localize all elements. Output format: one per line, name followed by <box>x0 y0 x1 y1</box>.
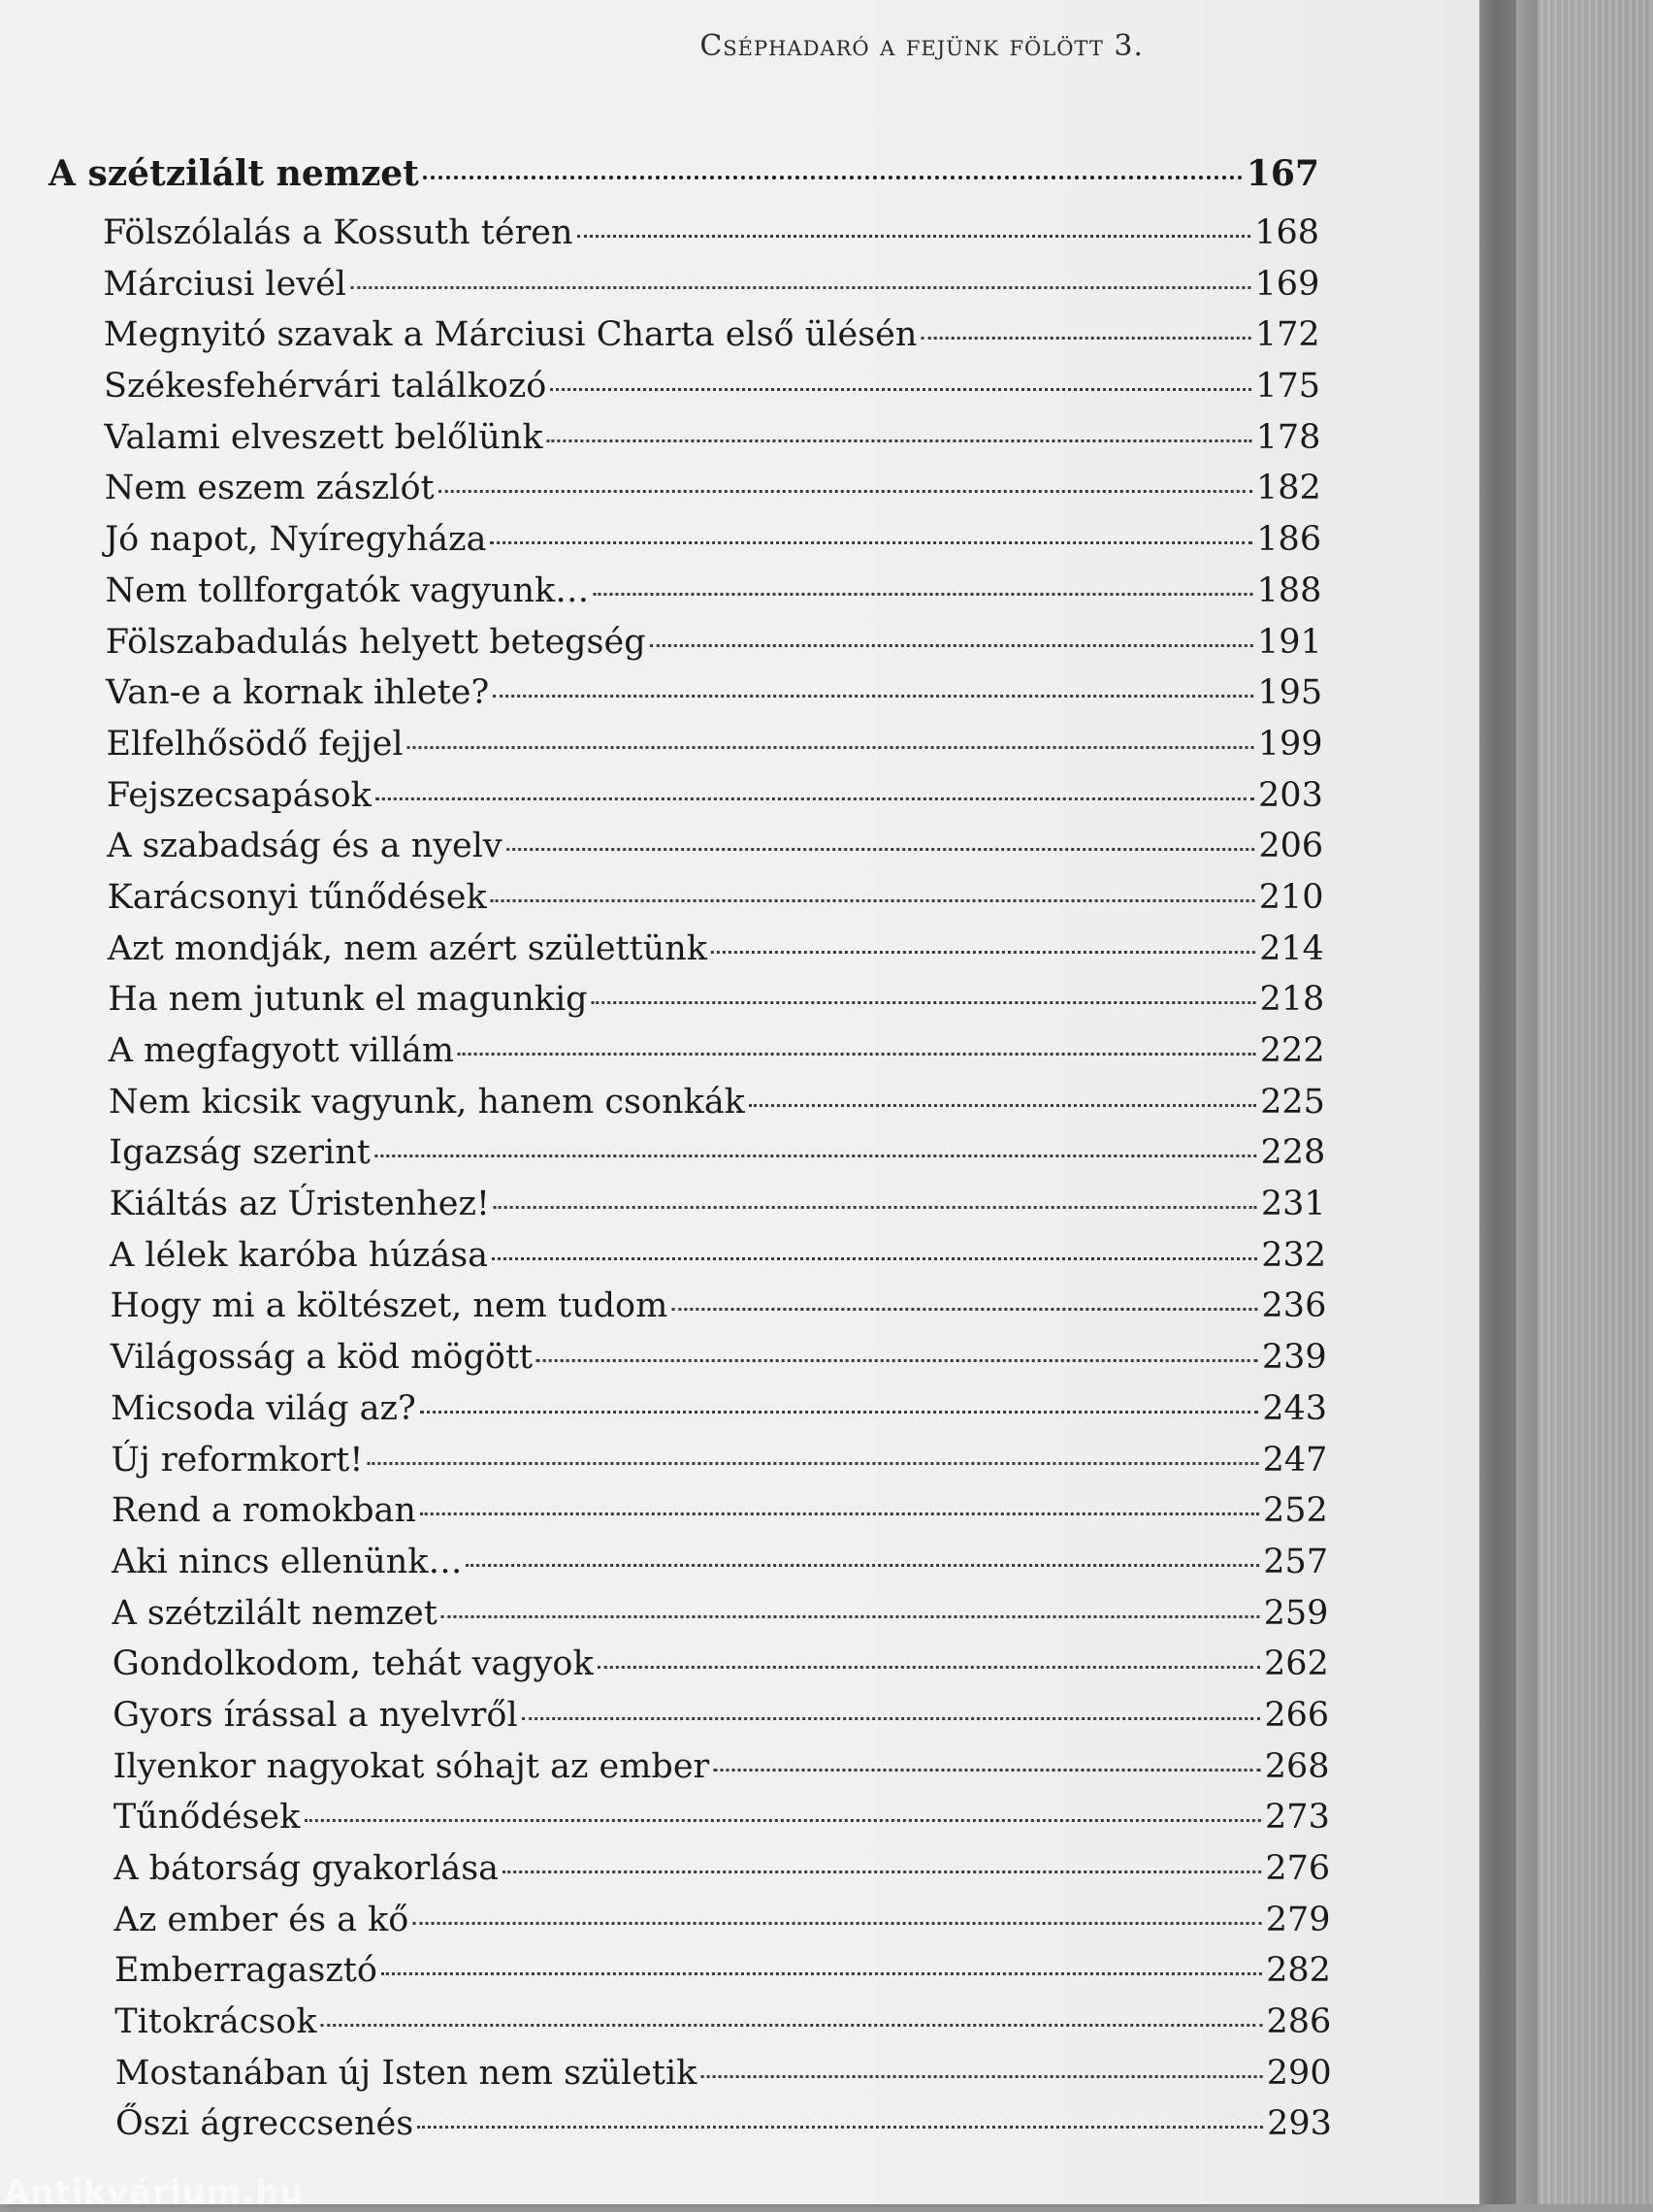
page-edge <box>1479 0 1516 2204</box>
toc-entry-page: 273 <box>1265 1798 1330 1838</box>
toc-entry <box>56 1389 1327 1441</box>
toc-entry-title: A bátorság gyakorlása <box>113 1849 500 1888</box>
dot-leader <box>407 746 1254 749</box>
toc-entry-page: 259 <box>1263 1593 1329 1633</box>
toc-entry-page: 236 <box>1261 1286 1327 1326</box>
toc-entry-title: Őszi ágreccsenés <box>114 2104 414 2144</box>
toc-entry-title: Mostanában új Isten nem születik <box>114 2053 697 2093</box>
toc-entry-title: Márciusi levél <box>103 264 346 304</box>
dot-leader <box>491 899 1255 902</box>
toc-entry-title: Nem tollforgatók vagyunk… <box>105 570 590 610</box>
toc-entry-title: Igazság szerint <box>109 1133 371 1173</box>
toc-entry-title: Fölszólalás a Kossuth téren <box>103 213 573 252</box>
book-cover-edge <box>1516 0 1538 2204</box>
toc-entry-title: Jó napot, Nyíregyháza <box>105 520 487 560</box>
toc-item-list <box>49 213 1332 2156</box>
toc-entry-title: Ha nem jutunk el magunkig <box>108 980 588 1020</box>
toc-entry-title: Hogy mi a költészet, nem tudom <box>110 1286 668 1326</box>
dot-leader <box>713 1769 1260 1772</box>
toc-section-title: A szétzilált nemzet <box>49 153 419 194</box>
toc-entry-page: 210 <box>1258 877 1324 917</box>
toc-entry-title: Kiáltás az Úristenhez! <box>109 1185 490 1224</box>
toc-entry <box>53 929 1324 981</box>
toc-entry <box>53 878 1324 929</box>
dot-leader <box>490 541 1252 544</box>
toc-entry-title: Emberragasztó <box>113 1951 377 1991</box>
toc-entry <box>57 1491 1328 1543</box>
toc-entry <box>57 1543 1328 1594</box>
toc-entry-page: 214 <box>1259 928 1324 968</box>
toc-entry-title: Aki nincs ellenünk… <box>112 1542 463 1581</box>
toc-entry <box>55 1236 1326 1287</box>
dot-leader <box>367 1462 1258 1465</box>
dot-leader <box>921 337 1250 340</box>
toc-entry-page: 195 <box>1257 673 1323 713</box>
toc-entry-title: Micsoda világ az? <box>111 1388 416 1428</box>
toc-entry-page: 293 <box>1267 2104 1332 2144</box>
dot-leader <box>350 286 1251 289</box>
toc-entry <box>58 1644 1329 1696</box>
dot-leader <box>502 1870 1261 1873</box>
watermark: Antikvárium.hu <box>4 2173 305 2212</box>
toc-entry-title: Megnyitó szavak a Márciusi Charta első ülésén <box>103 315 918 355</box>
toc-entry-page: 218 <box>1259 980 1325 1020</box>
dot-leader <box>321 2024 1263 2027</box>
dot-leader <box>412 1922 1261 1925</box>
toc-entry-page: 239 <box>1261 1338 1327 1378</box>
dot-leader <box>593 593 1252 596</box>
toc-entry-title: Van-e a kornak ihlete? <box>106 673 490 713</box>
toc-entry <box>57 1594 1328 1645</box>
toc-entry-title: A lélek karóba húzása <box>110 1235 489 1275</box>
toc-entry-title: Rend a romokban <box>111 1491 416 1531</box>
running-head: Cséphadaró a fejünk fölött 3. <box>699 29 1144 63</box>
dot-leader <box>550 388 1251 391</box>
dot-leader <box>650 644 1253 647</box>
toc-entry-title: A szétzilált nemzet <box>112 1593 438 1633</box>
toc-entry-page: 206 <box>1258 827 1324 866</box>
dot-leader <box>492 1257 1257 1260</box>
dot-leader <box>598 1666 1260 1669</box>
dot-leader <box>506 848 1255 851</box>
toc-entry <box>56 1338 1327 1389</box>
toc-entry <box>51 673 1322 725</box>
toc-entry <box>49 265 1319 316</box>
dot-leader <box>577 235 1251 238</box>
toc-entry-title: Világosság a köd mögött <box>110 1338 534 1378</box>
toc-entry-title: Fejszecsapások <box>106 775 372 815</box>
toc-entry-title: Karácsonyi tűnődések <box>107 877 487 917</box>
toc-entry <box>60 1951 1331 2002</box>
toc-entry-page: 279 <box>1265 1900 1331 1939</box>
toc-entry <box>54 1031 1325 1083</box>
toc-entry <box>50 571 1321 623</box>
dot-leader <box>375 797 1254 800</box>
toc-entry <box>52 776 1323 828</box>
toc-entry <box>54 1133 1325 1185</box>
toc-entry <box>52 827 1323 878</box>
toc-section-heading <box>49 153 1319 213</box>
toc-entry-page: 231 <box>1260 1185 1326 1224</box>
toc-entry-page: 222 <box>1259 1031 1325 1070</box>
toc-entry-page: 188 <box>1256 570 1322 610</box>
toc-entry-page: 266 <box>1264 1695 1330 1735</box>
toc-entry-title: Gyors írással a nyelvről <box>113 1695 518 1735</box>
toc-entry-title: Fölszabadulás helyett betegség <box>105 622 646 662</box>
toc-entry <box>58 1696 1329 1747</box>
dot-leader <box>493 695 1253 698</box>
toc-entry <box>49 418 1320 470</box>
toc-entry-page: 290 <box>1266 2053 1332 2093</box>
toc-entry <box>54 1083 1325 1134</box>
toc-entry <box>49 213 1319 265</box>
toc-entry <box>50 469 1321 520</box>
dot-leader <box>438 490 1252 493</box>
toc-entry-page: 186 <box>1256 520 1322 560</box>
toc-entry-title: Titokrácsok <box>114 2002 317 2042</box>
dot-leader <box>671 1308 1257 1311</box>
toc-entry <box>53 980 1324 1031</box>
dot-leader <box>420 1411 1258 1414</box>
dot-leader <box>374 1155 1257 1157</box>
dot-leader <box>592 1001 1256 1004</box>
toc-entry <box>49 367 1320 418</box>
dot-leader <box>494 1206 1257 1209</box>
toc-entry-title: Székesfehérvári találkozó <box>104 367 547 407</box>
toc-entry <box>49 315 1320 367</box>
toc-entry <box>51 623 1322 674</box>
dot-leader <box>417 2126 1263 2129</box>
dot-leader <box>381 1972 1262 1975</box>
toc-entry <box>55 1185 1326 1236</box>
toc-entry-page: 199 <box>1257 724 1323 764</box>
dot-leader <box>547 439 1252 442</box>
toc-entry-page: 247 <box>1262 1440 1328 1480</box>
toc-entry <box>60 1901 1331 1952</box>
toc-entry-title: Nem kicsik vagyunk, hanem csonkák <box>108 1082 745 1122</box>
toc-entry <box>56 1441 1327 1492</box>
toc-entry-page: 243 <box>1262 1388 1328 1428</box>
toc-entry-page: 203 <box>1258 775 1323 815</box>
toc-entry-title: Ilyenkor nagyokat sóhajt az ember <box>113 1746 710 1786</box>
toc-entry-page: 232 <box>1261 1235 1326 1275</box>
toc-entry-page: 286 <box>1266 2002 1332 2042</box>
toc-entry-title: A szabadság és a nyelv <box>107 827 502 866</box>
toc-entry <box>59 1849 1330 1901</box>
dot-leader <box>304 1819 1261 1822</box>
toc-entry <box>50 520 1321 571</box>
toc-entry-title: Az ember és a kő <box>113 1900 409 1939</box>
toc-entry <box>52 725 1323 776</box>
toc-entry-page: 169 <box>1254 264 1320 304</box>
toc-entry-page: 268 <box>1264 1746 1330 1786</box>
toc-entry-title: Valami elveszett belőlünk <box>104 417 543 457</box>
toc-entry-page: 252 <box>1262 1491 1328 1531</box>
toc-entry <box>61 2054 1332 2105</box>
toc-entry <box>61 2104 1332 2156</box>
toc-entry-page: 228 <box>1260 1133 1326 1173</box>
toc-entry-title: Nem eszem zászlót <box>104 469 435 508</box>
dot-leader <box>522 1717 1261 1720</box>
toc-entry-page: 178 <box>1255 417 1321 457</box>
toc-entry-title: Azt mondják, nem azért születtünk <box>107 928 707 968</box>
dot-leader <box>420 1513 1259 1515</box>
toc-entry-title: Gondolkodom, tehát vagyok <box>112 1644 594 1684</box>
dot-leader <box>536 1359 1258 1362</box>
toc-entry-title: Új reformkort! <box>111 1440 364 1480</box>
dot-leader <box>467 1564 1260 1567</box>
toc-entry-title: A megfagyott villám <box>108 1031 455 1070</box>
dot-leader <box>458 1053 1256 1056</box>
dot-leader <box>711 951 1255 954</box>
toc-entry <box>59 1747 1330 1799</box>
toc-entry-page: 182 <box>1255 469 1321 508</box>
dot-leader <box>423 176 1243 179</box>
toc-entry-page: 175 <box>1255 367 1321 407</box>
dot-leader <box>441 1615 1260 1618</box>
toc-entry-page: 276 <box>1265 1849 1331 1888</box>
toc-entry-page: 191 <box>1256 622 1322 662</box>
toc-entry <box>55 1286 1326 1338</box>
toc-entry <box>60 2002 1331 2054</box>
dot-leader <box>700 2075 1262 2078</box>
toc-entry-page: 282 <box>1266 1951 1331 1991</box>
toc-entry <box>59 1798 1330 1849</box>
toc-entry-page: 225 <box>1260 1082 1325 1122</box>
table-of-contents <box>49 153 1332 2156</box>
toc-entry-page: 172 <box>1254 315 1320 355</box>
dot-leader <box>749 1104 1256 1107</box>
toc-section-page: 167 <box>1246 153 1319 194</box>
toc-entry-page: 257 <box>1263 1542 1329 1581</box>
toc-entry-title: Tűnődések <box>113 1798 301 1838</box>
toc-entry-page: 168 <box>1254 213 1319 252</box>
toc-entry-title: Elfelhősödő fejjel <box>106 724 404 764</box>
toc-entry-page: 262 <box>1263 1644 1329 1684</box>
